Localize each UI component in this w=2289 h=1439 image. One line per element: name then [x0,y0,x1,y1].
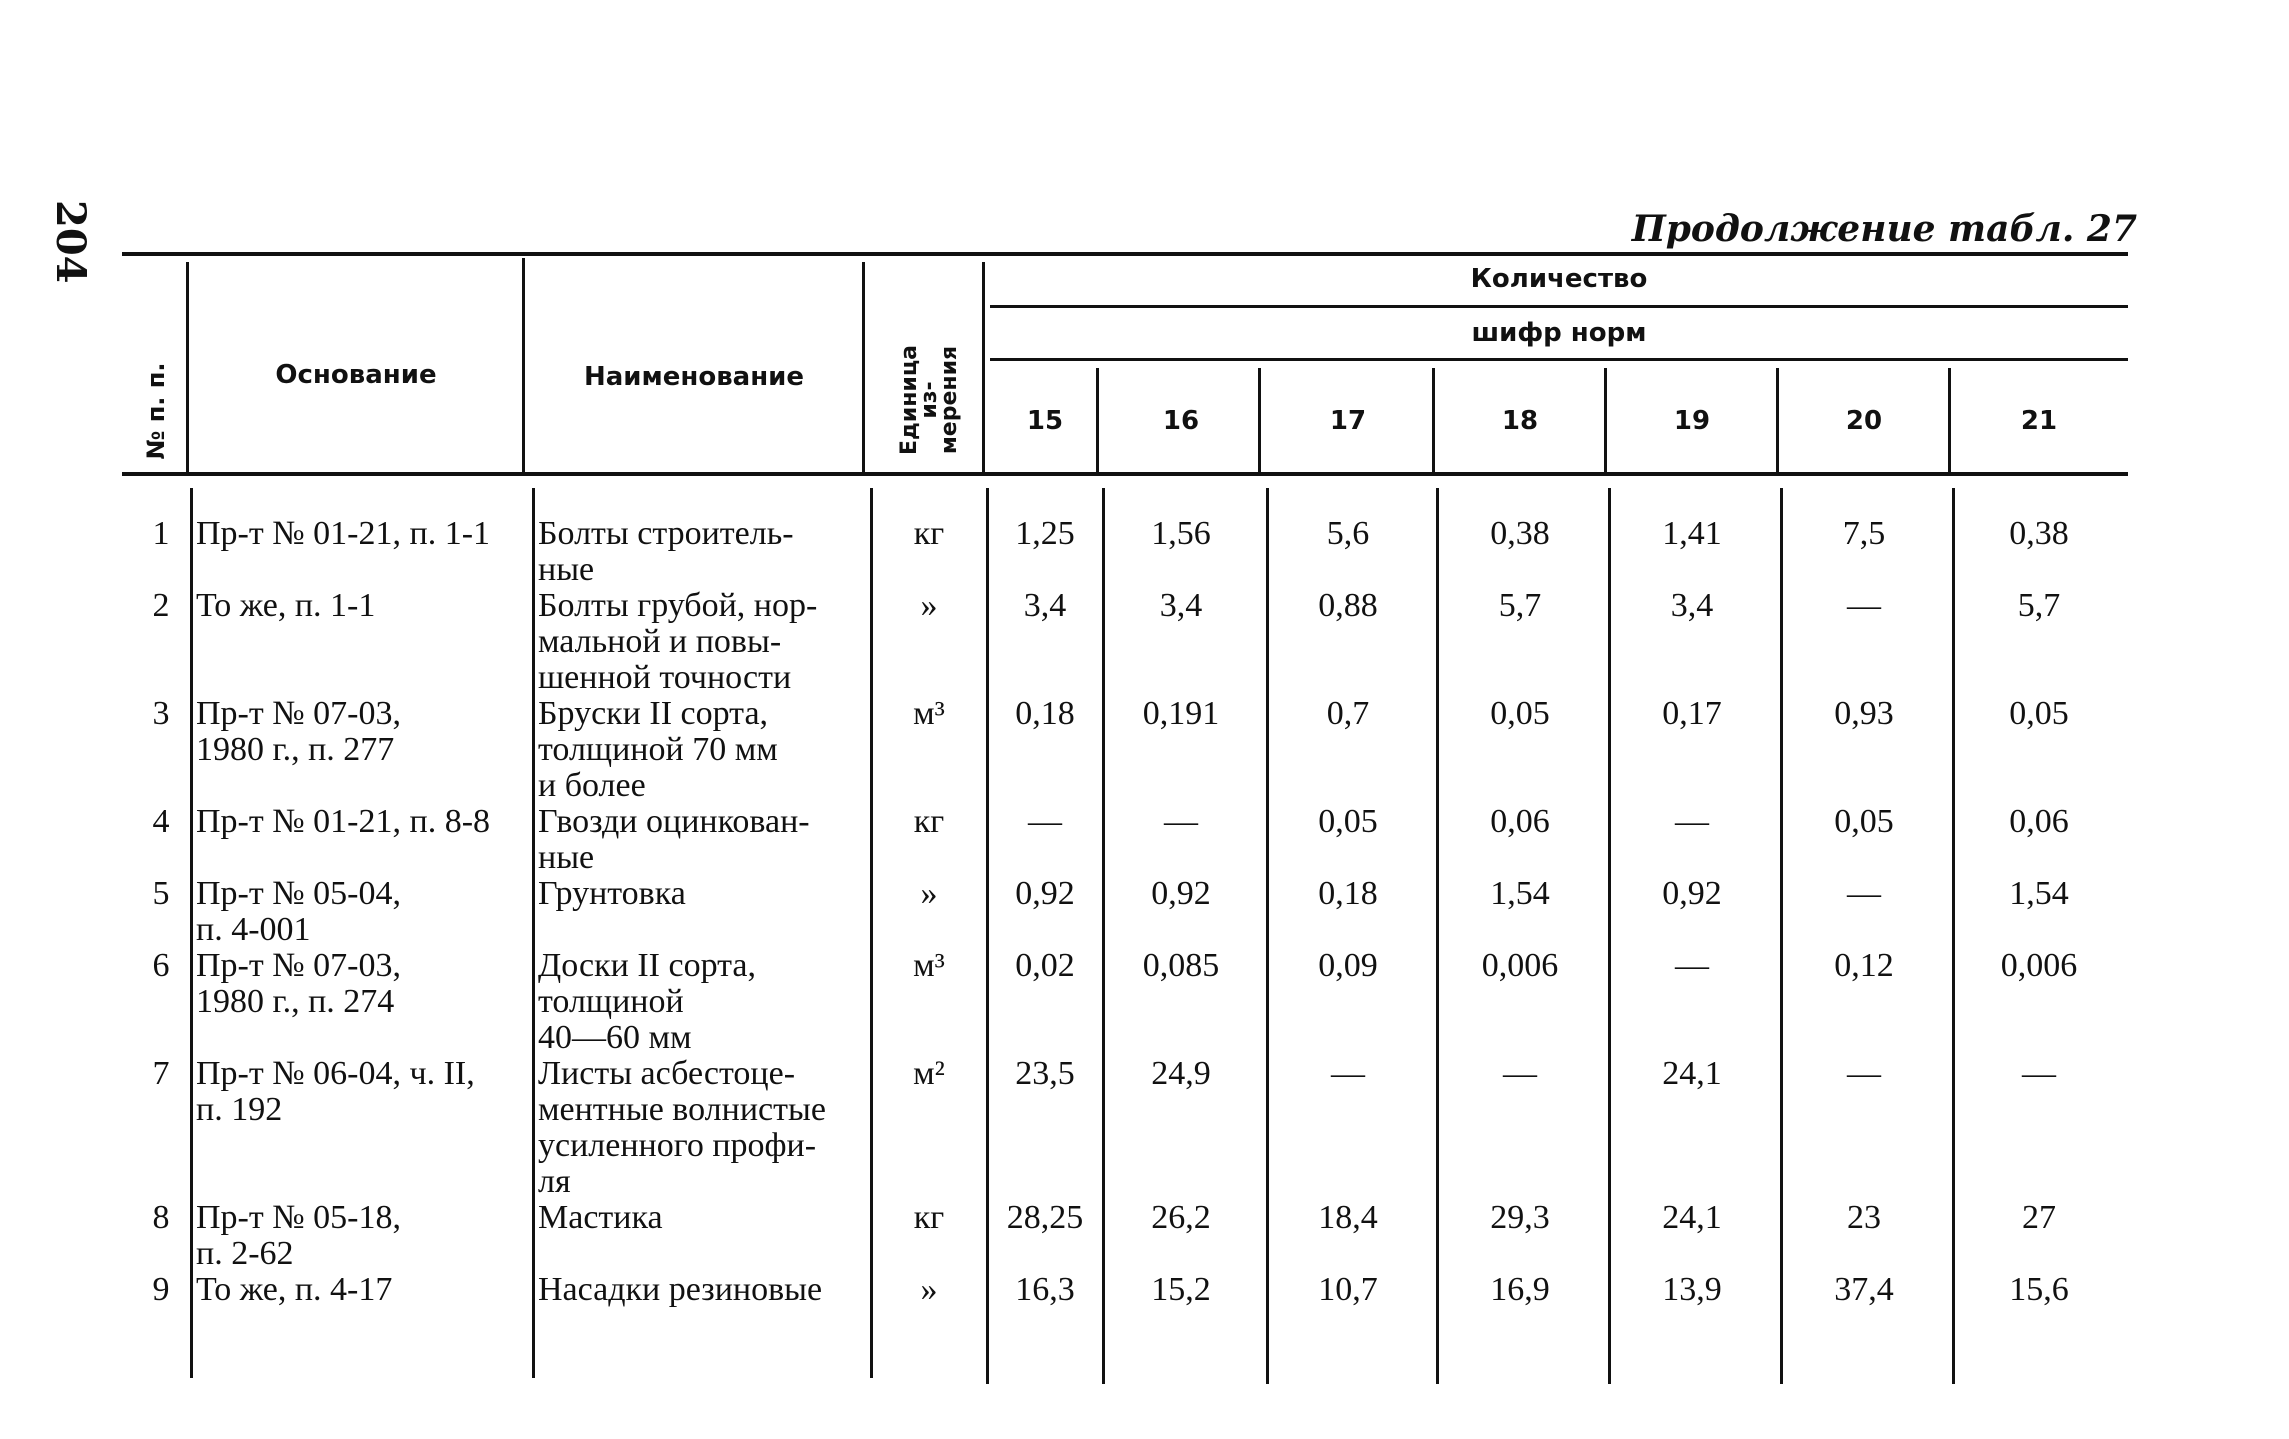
row-value: — [1847,587,1881,624]
row-number: 6 [152,947,170,984]
row-value: 0,38 [1490,515,1550,552]
page-number: 204 [47,200,94,284]
row-number: 4 [152,803,170,840]
row-number: 7 [152,1055,170,1092]
row-value: 0,93 [1834,695,1894,732]
row-value: 10,7 [1318,1271,1378,1308]
row-basis: Пр-т № 01-21, п. 8-8 [196,803,491,840]
row-value: 24,1 [1662,1055,1722,1092]
row-name: Листы асбестоце- [538,1055,796,1092]
row-value: 28,25 [1006,1199,1084,1236]
body-divider [532,488,535,1378]
row-value: — [1675,947,1709,984]
row-value: 0,09 [1318,947,1378,984]
norm-code-20: 20 [1845,406,1883,436]
col-header-norm-code: шифр норм [1471,318,1647,348]
row-unit: кг [913,515,945,552]
col-header-basis: Основание [275,360,437,390]
row-value: 1,41 [1662,515,1722,552]
row-name: усиленного профи- [538,1127,817,1164]
row-name: толщиной 70 мм [538,731,778,768]
row-value: — [1331,1055,1365,1092]
row-name: ные [538,839,595,876]
row-value: 18,4 [1318,1199,1378,1236]
table-caption: Продолжение табл. 27 [1631,208,2137,250]
row-value: 1,25 [1015,515,1075,552]
row-number: 3 [152,695,170,732]
row-name: Гвозди оцинкован- [538,803,810,840]
row-value: 27 [2022,1199,2056,1236]
row-name: Доски II сорта, [538,947,756,984]
row-value: 0,006 [1481,947,1559,984]
row-value: 0,085 [1142,947,1220,984]
norm-code-15: 15 [1026,406,1064,436]
row-name: Грунтовка [538,875,686,912]
row-name: ля [538,1163,571,1200]
norm-code-19: 19 [1673,406,1711,436]
top-rule [122,252,2128,256]
row-value: 0,88 [1318,587,1378,624]
row-value: 0,7 [1326,695,1370,732]
col-header-name: Наименование [583,362,805,392]
row-number: 2 [152,587,170,624]
row-value: 0,006 [2000,947,2078,984]
row-number: 8 [152,1199,170,1236]
row-name: шенной точности [538,659,792,696]
header-divider [862,262,865,472]
row-value: 23,5 [1015,1055,1075,1092]
norm-code-16: 16 [1162,406,1200,436]
row-value: 16,9 [1490,1271,1550,1308]
row-unit: » [920,875,938,912]
row-value: 13,9 [1662,1271,1722,1308]
row-name: и более [538,767,646,804]
row-value: 1,54 [2009,875,2069,912]
row-basis: п. 192 [196,1091,283,1128]
row-unit: кг [913,1199,945,1236]
row-value: 5,7 [1498,587,1542,624]
row-unit: кг [913,803,945,840]
body-divider [190,488,193,1378]
row-value: 0,92 [1151,875,1211,912]
row-value: — [1164,803,1198,840]
row-unit: » [920,587,938,624]
row-name: Мастика [538,1199,663,1236]
row-name: Болты грубой, нор- [538,587,818,624]
quantity-rule [990,305,2128,308]
row-number: 9 [152,1271,170,1308]
row-value: 0,92 [1662,875,1722,912]
row-basis: Пр-т № 05-18, [196,1199,401,1236]
row-basis: п. 2-62 [196,1235,294,1272]
row-value: 0,02 [1015,947,1075,984]
header-divider [522,258,525,472]
row-value: 5,7 [2017,587,2061,624]
row-basis: Пр-т № 07-03, [196,947,401,984]
row-value: 3,4 [1023,587,1067,624]
row-value: 15,6 [2009,1271,2069,1308]
row-name: Насадки резиновые [538,1271,823,1308]
row-unit: м³ [913,695,945,732]
row-name: 40—60 мм [538,1019,692,1056]
row-value: 0,18 [1318,875,1378,912]
row-value: 15,2 [1151,1271,1211,1308]
row-value: 24,9 [1151,1055,1211,1092]
row-basis: Пр-т № 07-03, [196,695,401,732]
row-value: 1,54 [1490,875,1550,912]
row-unit: » [920,1271,938,1308]
row-basis: Пр-т № 01-21, п. 1-1 [196,515,491,552]
row-value: 7,5 [1842,515,1886,552]
row-basis: п. 4-001 [196,911,311,948]
row-number: 5 [152,875,170,912]
row-name: Бруски II сорта, [538,695,769,732]
row-value: — [1847,1055,1881,1092]
row-basis: Пр-т № 06-04, ч. II, [196,1055,475,1092]
row-name: Болты строитель- [538,515,794,552]
row-name: толщиной [538,983,684,1020]
row-name: ные [538,551,595,588]
row-value: — [1503,1055,1537,1092]
row-basis: Пр-т № 05-04, [196,875,401,912]
row-value: 1,56 [1151,515,1211,552]
row-value: 0,05 [1490,695,1550,732]
header-divider [186,262,189,472]
row-name: ментные волнистые [538,1091,826,1128]
norm-code-17: 17 [1329,406,1367,436]
body-divider [986,488,989,1384]
row-name: мальной и повы- [538,623,782,660]
row-value: 26,2 [1151,1199,1211,1236]
row-value: 0,18 [1015,695,1075,732]
row-value: 0,191 [1142,695,1220,732]
row-value: 0,05 [1318,803,1378,840]
row-value: 37,4 [1834,1271,1894,1308]
row-value: 3,4 [1159,587,1203,624]
row-basis: То же, п. 4-17 [196,1271,393,1308]
row-value: 0,06 [1490,803,1550,840]
row-value: 0,17 [1662,695,1722,732]
col-header-number: № п. п. [142,362,170,460]
row-basis: 1980 г., п. 277 [196,731,395,768]
col-header-unit: Единица из-мерения [897,345,962,455]
row-value: 24,1 [1662,1199,1722,1236]
row-value: 0,12 [1834,947,1894,984]
row-value: — [1847,875,1881,912]
row-value: 3,4 [1670,587,1714,624]
row-value: 29,3 [1490,1199,1550,1236]
row-unit: м³ [913,947,945,984]
row-number: 1 [152,515,170,552]
row-value: — [2022,1055,2056,1092]
row-value: 0,05 [2009,695,2069,732]
header-bottom-rule [122,472,2128,476]
row-value: 0,92 [1015,875,1075,912]
row-value: 5,6 [1326,515,1370,552]
col-header-quantity: Количество [1470,264,1648,294]
norm-code-21: 21 [2020,406,2058,436]
row-value: — [1675,803,1709,840]
row-basis: То же, п. 1-1 [196,587,376,624]
row-value: 16,3 [1015,1271,1075,1308]
row-value: 0,06 [2009,803,2069,840]
norm-code-rule [990,358,2128,361]
row-basis: 1980 г., п. 274 [196,983,395,1020]
row-value: 0,05 [1834,803,1894,840]
norm-code-18: 18 [1501,406,1539,436]
row-value: 0,38 [2009,515,2069,552]
row-value: — [1028,803,1062,840]
row-value: 23 [1847,1199,1881,1236]
header-divider [982,262,985,472]
row-unit: м² [913,1055,945,1092]
